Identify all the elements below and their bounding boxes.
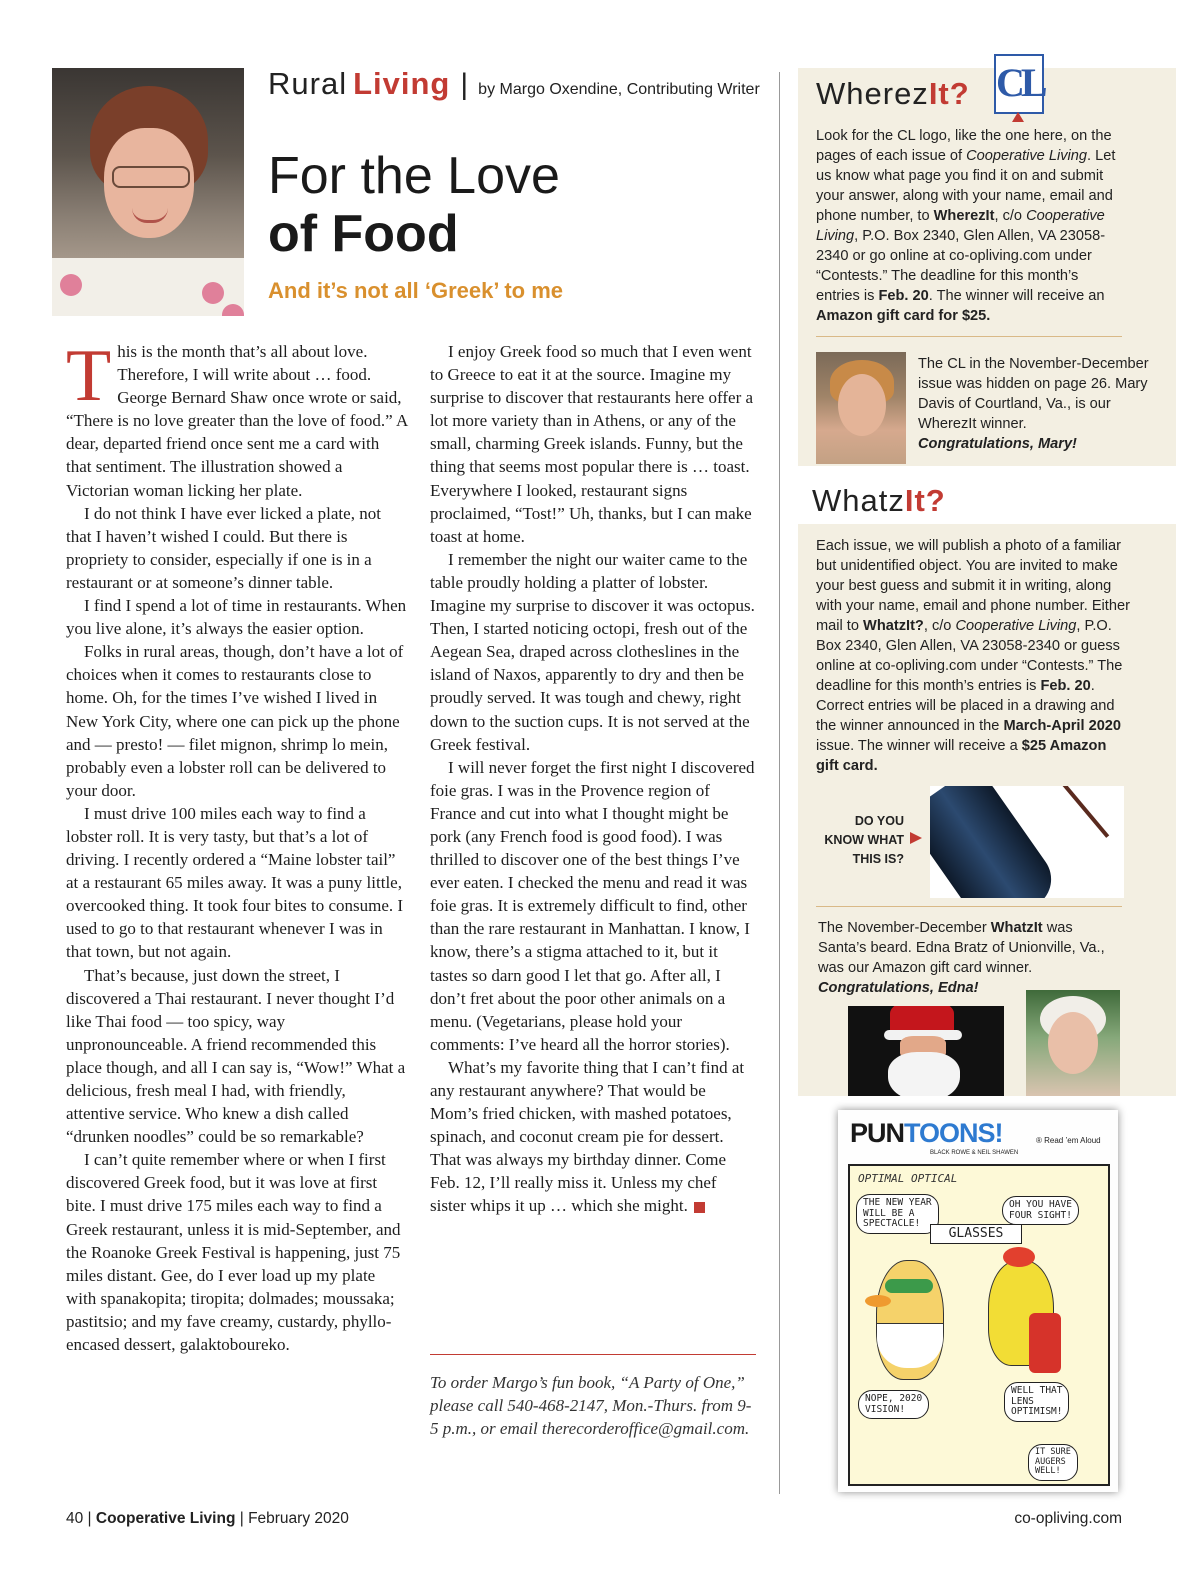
bird-patient-icon <box>988 1260 1054 1366</box>
comic-tagline: ® Read ’em Aloud <box>1036 1136 1101 1145</box>
paragraph: I find I spend a lot of time in restaurants. When you live alone, it’s always the easier option. <box>66 596 407 639</box>
glasses-sign: GLASSES <box>930 1224 1022 1244</box>
wherezit-winner-photo <box>816 352 906 464</box>
whatzit-instructions: Each issue, we will publish a photo of a familiar but unidentified object. You are invited to make your best guess and submit it in writing, along with your name, email and phone number. Either mail to WhatzIt?, c/o Cooperative Living, P.O. Box 2340, Glen Allen, VA 23058-2340 or guess online at co-opliving.com under “Contests.” The deadline for this month’s entries is Feb. 20. Correct entries will be placed in a drawing and the winner announced in the March-April 2020 issue. The winner will receive a $25 Amazon gift card. <box>816 538 1130 774</box>
paragraph: I remember the night our waiter came to the table proudly holding a platter of lobster. Imagine my surprise to discover it was octopus. Then, I started noticing octopi, fresh out of the Aegean Sea, draped across clotheslines in the island of Naxos, apparently to dry and then be proudly served. It was tough and chewy, right down to the suction cups. It is not served at the Greek festival. <box>430 549 755 754</box>
divider <box>816 336 1122 337</box>
comic-authors: BLACK ROWE & NEIL SHAWEN <box>930 1150 1019 1156</box>
byline: by Margo Oxendine, Contributing Writer <box>478 81 760 98</box>
paragraph: I will never forget the first night I discovered foie gras. I was in the Provence region of France and cut into what I thought might be pork (any French food is good food). I was thrilled to discover one of the best things I’ve ever eaten. I checked the menu and read it was foie gras. It is extremely difficult to find, other than the rare restaurant in Manhattan. I know, I know, there’s a stigma attached to it, but it tastes so darn good I let that go. After all, I don’t fret about the poor other animals on a menu. (Vegetarians, please hold your comments: I’ve heard all the horror stories). <box>430 757 755 1054</box>
website-link[interactable]: co-opliving.com <box>1014 1510 1122 1527</box>
comic-caption: OPTIMAL OPTICAL <box>858 1172 958 1185</box>
article-subtitle: And it’s not all ‘Greek’ to me <box>268 278 564 303</box>
kicker-living: Living <box>353 66 451 101</box>
paragraph: I can’t quite remember where or when I first discovered Greek food, but it was love at first bite. I must drive 175 miles each way to find a Greek restaurant, unless it is mid-September, and the Roanoke Greek Festival is happening, just 75 miles distant. Gee, do I ever load up my plate with spanakopita; tiropita; dolmades; moussaka; pastitsio; and my fave creamy, custardy, phyllo-encased dessert, galaktoboureko. <box>66 1150 401 1355</box>
paragraph: I enjoy Greek food so much that I even went to Greece to eat it at the source. Imagine my surprise to discover that restaurants here offer a lot more variety than in Athens, or any of the small, charming Greek islands. Funny, but the thing that seems most popular there is … toast. Everywhere I looked, restaurant signs proclaimed, “Tost!” Uh, thanks, but I can make toast at home. <box>430 342 754 546</box>
speech-bubble: NOPE, 2020 VISION! <box>858 1390 929 1419</box>
end-mark-icon <box>694 1202 705 1213</box>
section-gap <box>798 466 1176 474</box>
article-column-1 <box>66 335 408 1356</box>
mystery-object-photo <box>930 786 1124 898</box>
drop-cap: T <box>66 335 112 417</box>
paragraph: his is the month that’s all about love. Therefore, I will write about … food. George Bernard Shaw once wrote or said, “There is no love greater than the love of food.” A dear, departed friend once sent me a card with that sentiment. The illustration showed a Victorian woman licking her plate. <box>66 342 408 500</box>
cl-logo-icon: CL <box>994 54 1044 114</box>
do-you-know-label: DO YOU KNOW WHAT THIS IS? <box>824 814 904 866</box>
speech-bubble: THE NEW YEAR WILL BE A SPECTACLE! <box>856 1194 939 1234</box>
paragraph: Folks in rural areas, though, don’t have a lot of choices when it comes to restaurants close to home. Oh, for the times I’ve wished I lived in New York City, where one can pick up the phone and — presto! — filet mignon, shrimp lo mein, probably even a lobster roll can be delivered to your door. <box>66 642 404 800</box>
wherezit-heading: WherezIt? <box>816 76 970 111</box>
wherezit-winner-text: The CL in the November-December issue was hidden on page 26. Mary Davis of Courtland, Va., is our WherezIt winner. Congratulations, Mary! <box>918 356 1149 452</box>
paragraph: I do not think I have ever licked a plate, not that I haven’t wished I could. But there is propriety to consider, especially if one is in a restaurant or at someone’s dinner table. <box>66 503 381 592</box>
article-title-line2: of Food <box>268 205 459 263</box>
kicker-rural: Rural <box>268 66 348 101</box>
speech-bubble: IT SURE AUGERS WELL! <box>1028 1444 1078 1481</box>
column-kicker <box>268 66 760 102</box>
divider <box>816 906 1122 907</box>
arrow-right-icon <box>910 832 922 844</box>
page-footer: 40 | Cooperative Living | February 2020 <box>66 1510 349 1527</box>
comic-brand: PUNTOONS! <box>850 1118 1003 1148</box>
pointer-arrow-icon <box>1012 112 1024 122</box>
article-column-2 <box>430 340 756 1218</box>
paragraph: That’s because, just down the street, I discovered a Thai restaurant. I never thought I’d like Thai food — too spicy, way unpronounceable. A friend recommended this place though, and all I can say is, “Wow!” What a delicious, fresh meal I had, with friendly, attentive service. Who knew a dish called “drunken noodles” could be so remarkable? <box>66 965 406 1147</box>
bird-doctor-icon <box>876 1260 944 1380</box>
speech-bubble: WELL THAT LENS OPTIMISM! <box>1004 1382 1069 1422</box>
kicker-divider: | <box>460 68 469 101</box>
book-order-note: To order Margo’s fun book, “A Party of One,” please call 540-468-2147, Mon.-Thurs. from 9-5 p.m., or email therecorderoffice@gmail.com. <box>430 1354 756 1440</box>
whatzit-heading: WhatzIt? <box>812 483 946 518</box>
author-photo <box>52 68 244 316</box>
whatzit-winner-text: The November-December WhatzIt was Santa’s beard. Edna Bratz of Unionville, Va., was our Amazon gift card winner. Congratulations, Edna! <box>818 920 1105 996</box>
wherezit-instructions: Look for the CL logo, like the one here, on the pages of each issue of Cooperative Living. Let us know what page you find it on and submit your answer, along with your name, email and phone number, to WherezIt, c/o Cooperative Living, P.O. Box 2340, Glen Allen, VA 23058-2340 or go online at co-opliving.com under “Contests.” The deadline for this month’s entries is Feb. 20. The winner will receive an Amazon gift card for $25. <box>816 128 1116 324</box>
article-title-line1: For the Love <box>268 147 560 205</box>
paragraph: I must drive 100 miles each way to find a lobster roll. It is very tasty, but that’s a lot of driving. I recently ordered a “Maine lobster tail” at a restaurant 65 miles away. It was a puny little, overcooked thing. It took four bites to consume. I used to go to that restaurant whenever I was in that town, but not again. <box>66 803 404 962</box>
whatzit-winner-photo <box>1026 990 1120 1096</box>
santa-photo <box>848 1006 1004 1096</box>
column-divider <box>779 72 780 1494</box>
paragraph-last: What’s my favorite thing that I can’t find at any restaurant anywhere? That would be Mom’s fried chicken, with mashed potatoes, spinach, and coconut cream pie for dessert. That was always my birthday dinner. Come Feb. 12, I’ll really miss it. Unless my chef sister whips it up … which she might. <box>430 1057 745 1216</box>
puntoons-comic <box>838 1110 1118 1492</box>
speech-bubble: OH YOU HAVE FOUR SIGHT! <box>1002 1196 1079 1225</box>
